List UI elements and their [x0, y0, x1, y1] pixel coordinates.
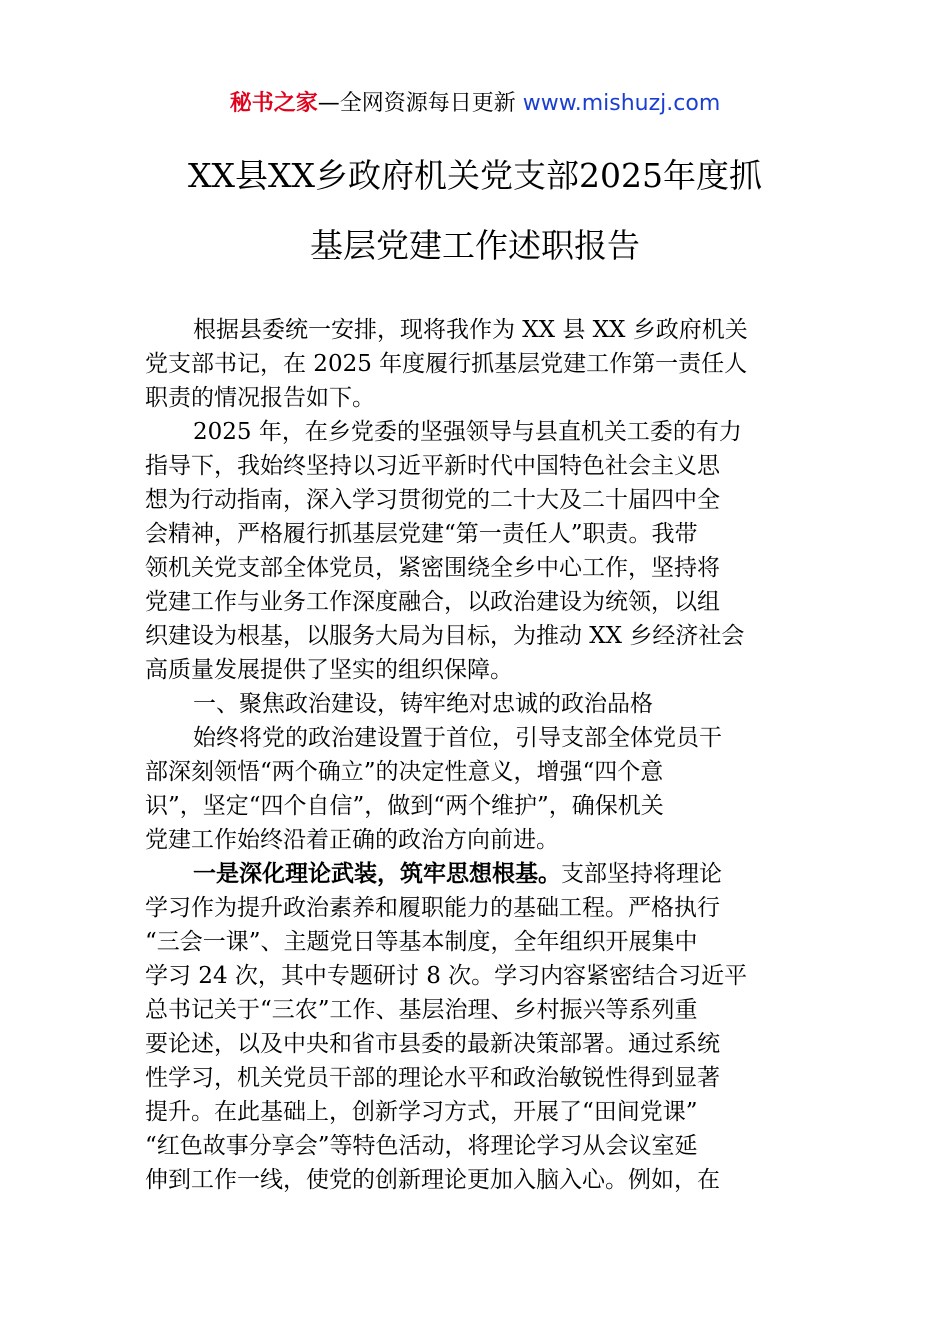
paragraph-line: 根据县委统一安排，现将我作为 XX 县 XX 乡政府机关	[193, 317, 748, 343]
site-tagline: —全网资源每日更新	[317, 91, 516, 116]
paragraph-line: “红色故事分享会”等特色活动，将理论学习从会议室延	[145, 1133, 698, 1159]
paragraph-line: 职责的情况报告如下。	[145, 385, 375, 411]
site-header	[0, 86, 950, 122]
paragraph-line: “三会一课”、主题党日等基本制度，全年组织开展集中	[145, 929, 698, 955]
site-brand: 秘书之家	[229, 91, 318, 116]
paragraph-line-with-lead	[145, 857, 811, 891]
site-url-link[interactable]: www.mishuzj.com	[522, 91, 721, 116]
bold-lead-sentence: 一是深化理论武装，筑牢思想根基。	[193, 860, 561, 887]
paragraph-line: 指导下，我始终坚持以习近平新时代中国特色社会主义思	[145, 453, 720, 479]
paragraph-line: 2025 年，在乡党委的坚强领导与县直机关工委的有力	[193, 419, 742, 445]
paragraph-line: 高质量发展提供了坚实的组织保障。	[145, 657, 513, 683]
paragraph-line: 党建工作始终沿着正确的政治方向前进。	[145, 827, 559, 853]
paragraph-line: 党支部书记，在 2025 年度履行抓基层党建工作第一责任人	[145, 351, 748, 377]
paragraph-line: 伸到工作一线，使党的创新理论更加入脑入心。例如，在	[145, 1167, 720, 1193]
paragraph-line: 学习 24 次，其中专题研讨 8 次。学习内容紧密结合习近平	[145, 963, 748, 989]
document-title-line-2: 基层党建工作述职报告	[310, 226, 640, 265]
paragraph-line: 总书记关于“三农”工作、基层治理、乡村振兴等系列重	[145, 997, 698, 1023]
paragraph-line: 织建设为根基，以服务大局为目标，为推动 XX 乡经济社会	[145, 623, 745, 649]
paragraph-line: 会精神，严格履行抓基层党建“第一责任人”职责。我带	[145, 521, 698, 547]
paragraph-line: 党建工作与业务工作深度融合，以政治建设为统领，以组	[145, 589, 720, 615]
paragraph-line: 性学习，机关党员干部的理论水平和政治敏锐性得到显著	[145, 1065, 720, 1091]
document-body	[145, 313, 811, 1197]
paragraph-line: 要论述，以及中央和省市县委的最新决策部署。通过系统	[145, 1031, 720, 1057]
paragraph-line: 提升。在此基础上，创新学习方式，开展了“田间党课”	[145, 1099, 698, 1125]
paragraph-line: 部深刻领悟“两个确立”的决定性意义，增强“四个意	[145, 759, 664, 785]
paragraph-line: 想为行动指南，深入学习贯彻党的二十大及二十届四中全	[145, 487, 720, 513]
paragraph-line: 始终将党的政治建设置于首位，引导支部全体党员干	[193, 725, 722, 751]
paragraph-line: 识”，坚定“四个自信”，做到“两个维护”，确保机关	[145, 793, 664, 819]
paragraph-line: 学习作为提升政治素养和履职能力的基础工程。严格执行	[145, 895, 720, 921]
document-title-line-1: XX县XX乡政府机关党支部2025年度抓	[188, 156, 762, 195]
paragraph-line-text: 支部坚持将理论	[561, 861, 722, 887]
paragraph-line: 领机关党支部全体党员，紧密围绕全乡中心工作，坚持将	[145, 555, 720, 581]
section-heading: 一、聚焦政治建设，铸牢绝对忠诚的政治品格	[193, 691, 653, 717]
